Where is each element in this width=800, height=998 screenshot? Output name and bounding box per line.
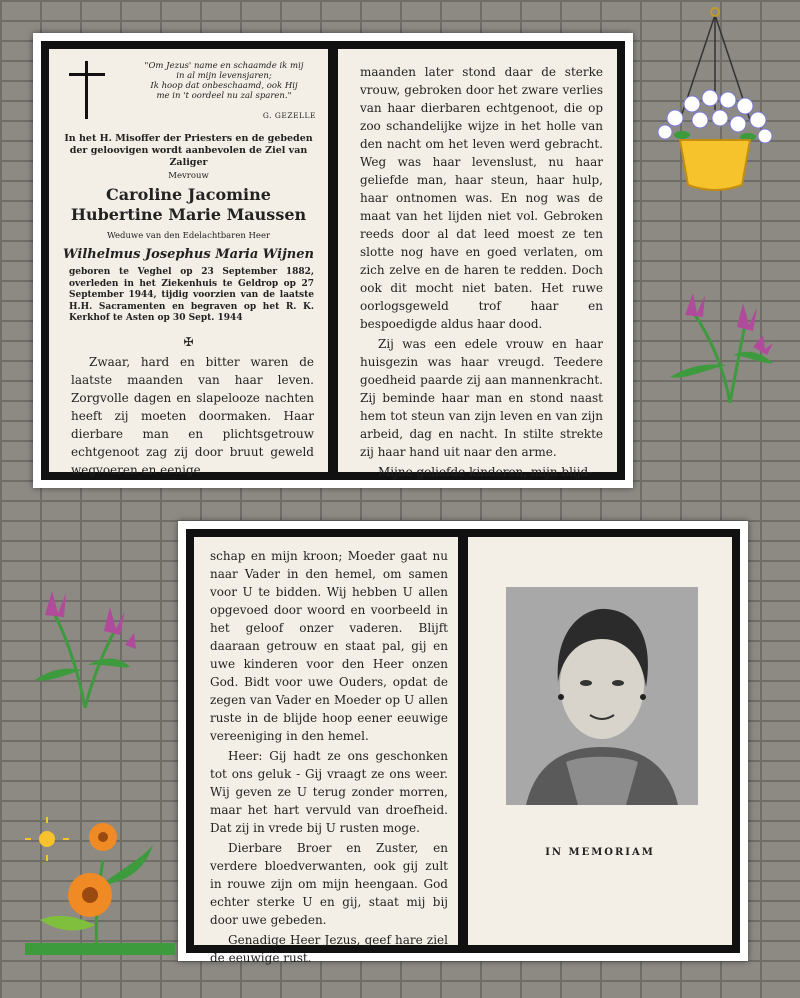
bio-text: geboren te Veghel op 23 September 1882, overleden in het Ziekenhuis te Geldrop op 27 September 1944, tijdig voorzien van de laatste H.H. Sacramenten en begraven op het R. K. Kerkhof te Asten op 30 Sept. 1944 <box>69 267 314 323</box>
portrait-photo <box>506 587 698 805</box>
paragraph: Dierbare Broer en Zuster, en verdere bloedverwanten, ook gij zult in rouwe zijn om mijn heengaan. God echter sterke U en gij, staat mij bij door uwe gebeden. <box>210 841 448 927</box>
paragraph: maanden later stond daar de sterke vrouw, gebroken door het zware verlies van haar dierbaren echtgenoot, die op zoo schandelijke wijze in het holle van den nacht om het leven werd gebracht. Weg was haar levenslust, nu haar geliefde man, haar steun, haar hulp, haar ontnomen was. En nog was de maat van het lijden niet vol. Gebroken reeds door al dat leed moest ze ten slotte nog have en goed verlaten, om zich zelve en de haren te redden. Doch ook dit mocht niet baten. Het ruwe oorlogsgeweld trof haar en bespoedigde aldus haar dood. <box>360 65 603 331</box>
paragraph: Zwaar, hard en bitter waren de laatste maanden van haar leven. Zorgvolle dagen en slapelooze nachten heeft zij moeten doormaken. Haar dierbare man en plichtsgetrouw echtgenoot zag zij door bruut geweld wegvoeren en eenige <box>71 355 314 477</box>
portrait-icon <box>506 587 698 805</box>
hanging-flower-basket-icon <box>650 0 780 200</box>
in-memoriam-title: IN MEMORIAM <box>545 847 655 858</box>
quote-line: me in 't oordeel nu zal sparen." <box>156 91 292 101</box>
left-body <box>71 353 314 481</box>
memorial-card-back <box>178 521 748 965</box>
memorial-card-front <box>33 33 633 488</box>
name-line-1: Caroline Jacomine <box>106 185 271 204</box>
deceased-name <box>49 185 328 225</box>
separator-cross-icon: ✠ <box>183 335 194 349</box>
quote-author: G. GEZELLE <box>262 111 316 120</box>
purple-flower-icon <box>30 585 140 710</box>
quote-line: Ik hoop dat onbeschaamd, ook Hij <box>150 81 298 91</box>
card-panel-right <box>338 49 617 479</box>
paragraph: schap en mijn kroon; Moeder gaat nu naar Vader in den hemel, om samen voor U te bidden. Wij hebben U allen opgevoed door woord en voorbeeld in het geloof onzer vaderen. Blijft daaraan getrouw en staat pal, gij en uwe kinderen voor den Heer onzen God. Bidt voor uwe Ouders, opdat de zegen van Vader en Moeder op U allen ruste in de blijde hoop eener eeuwige vereeniging in den hemel. <box>210 549 448 743</box>
card-panel-photo <box>468 537 732 945</box>
card-frame <box>41 41 625 480</box>
paragraph: Mijne geliefde kinderen, mijn blijd- <box>378 465 593 479</box>
name-line-2: Hubertine Marie Maussen <box>70 205 307 224</box>
title-mevrouw: Mevrouw <box>168 171 209 181</box>
card-panel-text <box>194 537 458 965</box>
cross-icon <box>69 61 105 119</box>
widow-line: Weduwe van den Edelachtbaren Heer <box>106 231 271 241</box>
paragraph: Zij was een edele vrouw en haar huisgezin was haar vreugd. Teedere goedheid paarde zij aan mannenkracht. Zij beminde haar man en stond naast hem tot steun van zijn leven en van zijn arbeid, dag en nacht. In stilte strekte zij haar hand uit naar den arme. <box>360 337 603 459</box>
card-frame <box>186 529 740 965</box>
quote-line: "Om Jezus' name en schaamde ik mij <box>144 61 304 71</box>
back-body <box>210 547 448 969</box>
quote-line: in al mijn levensjaren; <box>176 71 272 81</box>
paragraph: Heer: Gij hadt ze ons geschonken tot ons geluk - Gij vraagt ze ons weer. Wij geven ze U terug zonder morren, maar het hart vervuld van droefheid. Dat zij in vrede bij U rusten moge. <box>210 749 448 835</box>
husband-name: Wilhelmus Josephus Maria Wijnen <box>63 247 314 262</box>
quote <box>119 61 329 101</box>
orange-flower-icon <box>25 815 175 955</box>
paragraph: Genadige Heer Jezus, geef hare ziel de eeuwige rust. <box>210 933 448 965</box>
intro-text: In het H. Misoffer der Priesters en de gebeden der geloovigen wordt aanbevolen de Ziel van Zaliger <box>64 133 313 168</box>
card-panel-left <box>49 49 328 477</box>
right-body <box>360 63 603 483</box>
purple-flower-icon <box>665 285 775 405</box>
